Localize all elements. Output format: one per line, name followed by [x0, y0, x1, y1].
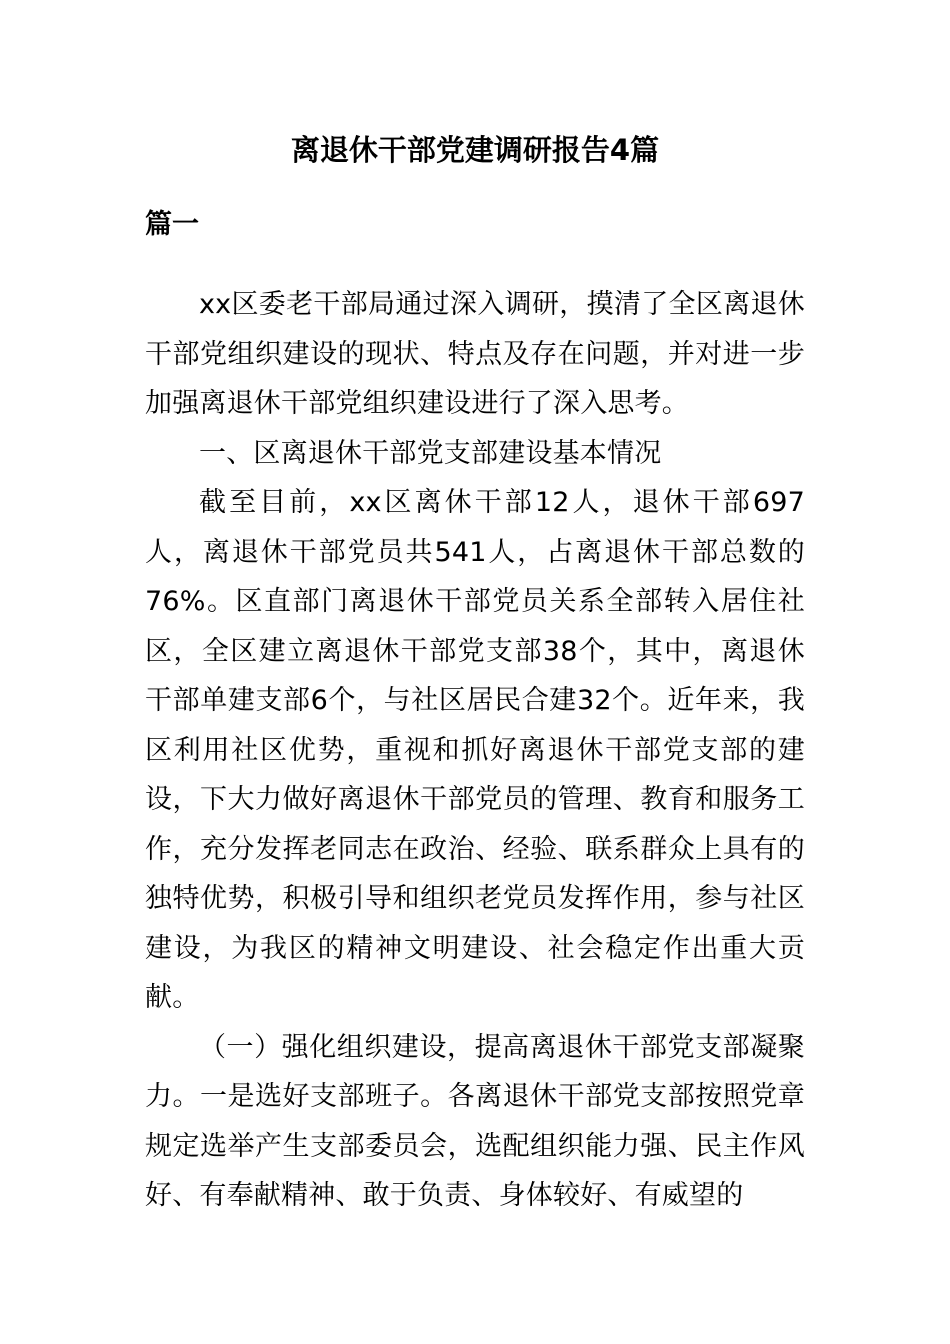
paragraph-intro: xx区委老干部局通过深入调研，摸清了全区离退休干部党组织建设的现状、特点及存在问题，并对进一步加强离退休干部党组织建设进行了深入思考。 [145, 289, 805, 419]
document-title: 离退休干部党建调研报告4篇 [290, 133, 660, 167]
paragraph-subheading: 一、区离退休干部党支部建设基本情况 [199, 437, 662, 469]
paragraph-organization: （一）强化组织建设，提高离退休干部党支部凝聚力。一是选好支部班子。各离退休干部党支部按照党章规定选举产生支部委员会，选配组织能力强、民主作风好、有奉献精神、敢于负责、身体较好、有威望的 [145, 1031, 805, 1211]
section-heading: 篇一 [145, 209, 199, 240]
paragraph-status: 截至目前，xx区离休干部12人，退休干部697人，离退休干部党员共541人，占离退休干部总数的76%。区直部门离退休干部党员关系全部转入居住社区，全区建立离退休干部党支部38个，其中，离退休干部单建支部6个，与社区居民合建32个。近年来，我区利用社区优势，重视和抓好离退休干部党支部的建设，下大力做好离退休干部党员的管理、教育和服务工作，充分发挥老同志在政治、经验、联系群众上具有的独特优势，积极引导和组织老党员发挥作用，参与社区建设，为我区的精神文明建设、社会稳定作出重大贡献。 [145, 487, 805, 1013]
document-body [145, 280, 805, 1221]
